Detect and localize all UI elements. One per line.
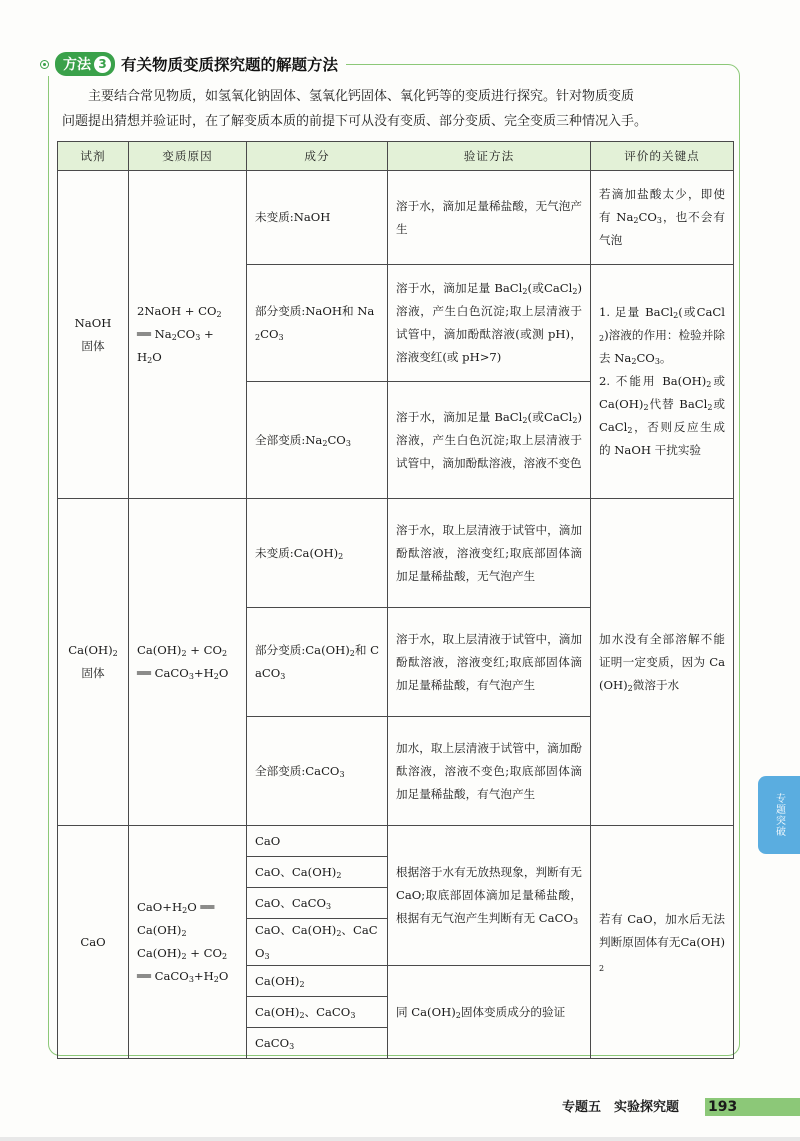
component-cell: 部分变质$:Ca(OH)_2$和 CaCO$_3$ <box>247 608 388 717</box>
component-cell: $Ca(OH)_2$、CaCO$_3$ <box>247 997 388 1028</box>
key-cell: 若有 CaO，加水后无法判断原固体有无$Ca(OH)_2$ <box>591 826 734 1059</box>
footer-text: 专题五 实验探究题 <box>562 1100 680 1115</box>
badge-number: 3 <box>94 56 111 73</box>
component-cell: 全部变质:CaCO$_3$ <box>247 717 388 826</box>
side-tab[interactable]: 专题突破 <box>758 776 800 854</box>
intro-line-1: 主要结合常见物质，如氢氧化钠固体、氢氧化钙固体、氧化钙等的变质进行探究。针对物质变质 <box>88 89 635 104</box>
method-cell: 溶于水，滴加足量稀盐酸，无气泡产生 <box>388 171 591 265</box>
method-badge <box>55 52 115 76</box>
col-header: 成分 <box>247 142 388 171</box>
component-cell: 未变质:NaOH <box>247 171 388 265</box>
section-header <box>40 52 346 76</box>
intro-line-2: 问题提出猜想并验证时，在了解变质本质的前提下可从没有变质、部分变质、完全变质三种情况入手。 <box>62 114 648 129</box>
method-cell: 溶于水，滴加足量 BaCl$_2$(或CaCl$_2$)溶液，产生白色沉淀;取上层清液于试管中，滴加酚酞溶液，溶液不变色 <box>388 382 591 499</box>
reason-cell: 2NaOH + $CO_2$ ══ $Na_2CO_3$ + $H_2O$ <box>129 171 247 499</box>
table-header-row <box>58 142 734 171</box>
col-header: 变质原因 <box>129 142 247 171</box>
table-row <box>58 499 734 608</box>
reagent-cell: CaO <box>58 826 129 1059</box>
page-number: 193 <box>708 1099 738 1115</box>
reagent-cell: $Ca(OH)_2$ 固体 <box>58 499 129 826</box>
component-cell: 全部变质$:Na_2CO_3$ <box>247 382 388 499</box>
component-cell: 部分变质:NaOH和 $Na_2CO_3$ <box>247 265 388 382</box>
component-cell: CaO、CaCO$_3$ <box>247 888 388 919</box>
method-cell: 溶于水，取上层清液于试管中，滴加酚酞溶液，溶液变红;取底部固体滴加足量稀盐酸，无气泡产生 <box>388 499 591 608</box>
component-cell: CaO <box>247 826 388 857</box>
key-cell: 若滴加盐酸太少，即使有 $Na_2CO_3$，也不会有气泡 <box>591 171 734 265</box>
bottom-edge <box>0 1137 800 1141</box>
method-cell: 根据溶于水有无放热现象，判断有无 CaO;取底部固体滴加足量稀盐酸，根据有无气泡产生判断有无 CaCO$_3$ <box>388 826 591 966</box>
reason-cell: $Ca(OH)_2 + CO_2$ ══ $CaCO_3+H_2O$ <box>129 499 247 826</box>
reagent-cell: NaOH 固体 <box>58 171 129 499</box>
col-header: 评价的关键点 <box>591 142 734 171</box>
component-cell: CaCO$_3$ <box>247 1028 388 1059</box>
col-header: 验证方法 <box>388 142 591 171</box>
key-cell: 加水没有全部溶解不能证明一定变质，因为 $Ca(OH)_2$微溶于水 <box>591 499 734 826</box>
component-cell: $Ca(OH)_2$ <box>247 966 388 997</box>
method-cell: 加水，取上层清液于试管中，滴加酚酞溶液，溶液不变色;取底部固体滴加足量稀盐酸，有气泡产生 <box>388 717 591 826</box>
component-cell: 未变质$:Ca(OH)_2$ <box>247 499 388 608</box>
intro-paragraph <box>62 84 730 134</box>
col-header: 试剂 <box>58 142 129 171</box>
badge-label: 方法 <box>63 57 91 73</box>
key-cell: 1. 足量 BaCl$_2$(或CaCl$_2$)溶液的作用：检验并除去 $Na_2CO_3$。 2. 不能用 $Ba(OH)_2$或 $Ca(OH)_2$代替 BaCl$_2$或 CaCl$_2$，否则反应生成的 NaOH 干扰实验 <box>591 265 734 499</box>
table-row <box>58 826 734 857</box>
method-cell: 溶于水，滴加足量 BaCl$_2$(或CaCl$_2$)溶液，产生白色沉淀;取上层清液于试管中，滴加酚酞溶液(或测 pH)，溶液变红(或 pH>7) <box>388 265 591 382</box>
bullet-icon <box>40 60 49 69</box>
method-cell: 同 $Ca(OH)_2$固体变质成分的验证 <box>388 966 591 1059</box>
section-title: 有关物质变质探究题的解题方法 <box>121 56 339 74</box>
component-cell: CaO、$Ca(OH)_2$ <box>247 857 388 888</box>
method-cell: 溶于水，取上层清液于试管中，滴加酚酞溶液，溶液变红;取底部固体滴加足量稀盐酸，有气泡产生 <box>388 608 591 717</box>
deterioration-table <box>57 141 734 1059</box>
table-row <box>58 171 734 265</box>
component-cell: CaO、$Ca(OH)_2$、CaCO$_3$ <box>247 919 388 966</box>
reason-cell: $CaO+H_2O$ ══ $Ca(OH)_2$ $Ca(OH)_2 + CO_2$ ══ $CaCO_3+H_2O$ <box>129 826 247 1059</box>
